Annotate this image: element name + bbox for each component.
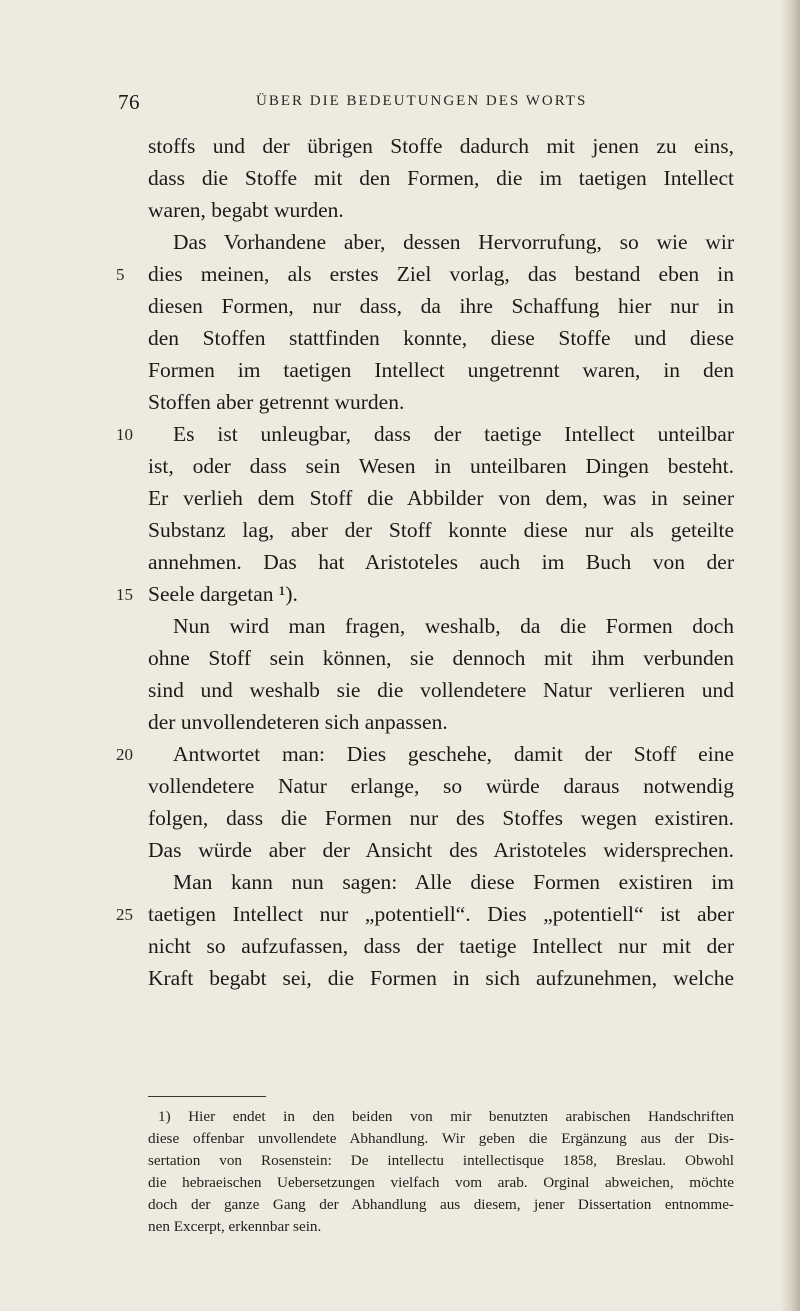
footnote-divider [148, 1096, 266, 1097]
page-number: 76 [118, 90, 140, 114]
text-line: dies meinen, als erstes Ziel vorlag, das bestand eben in [148, 262, 734, 286]
text-line: Kraft begabt sei, die Formen in sich aufzunehmen, welche [148, 966, 734, 990]
text-line: waren, begabt wurden. [148, 198, 344, 222]
page-edge-shadow [780, 0, 800, 1311]
page-header [118, 90, 732, 120]
text-line: Formen im taetigen Intellect ungetrennt waren, in den [148, 358, 734, 382]
text-line: stoffs und der übrigen Stoffe dadurch mit jenen zu eins, [148, 134, 734, 158]
footnote-line: sertation von Rosenstein: De intellectu intellectisque 1858, Breslau. Obwohl [148, 1152, 734, 1169]
text-line: ist, oder dass sein Wesen in unteilbaren Dingen besteht. [148, 454, 734, 478]
text-line: Es ist unleugbar, dass der taetige Intellect unteilbar [173, 422, 734, 446]
line-number: 10 [116, 425, 133, 444]
text-line: nicht so aufzufassen, dass der taetige Intellect nur mit der [148, 934, 734, 958]
running-head: ÜBER DIE BEDEUTUNGEN DES WORTS [256, 93, 588, 109]
line-number: 25 [116, 905, 133, 924]
text-line: Stoffen aber getrennt wurden. [148, 390, 405, 414]
text-line: Er verlieh dem Stoff die Abbilder von dem, was in seiner [148, 486, 734, 510]
text-line: den Stoffen stattfinden konnte, diese Stoffe und diese [148, 326, 734, 350]
text-line: sind und weshalb sie die vollendetere Natur verlieren und [148, 678, 734, 702]
text-line: Das Vorhandene aber, dessen Hervorrufung, so wie wir [173, 230, 734, 254]
footnote-line: doch der ganze Gang der Abhandlung aus diesem, jener Dissertation entnomme- [148, 1196, 734, 1213]
footnote-line: die hebraeischen Uebersetzungen vielfach vom arab. Orginal abweichen, möchte [148, 1174, 734, 1191]
text-line: diesen Formen, nur dass, da ihre Schaffung hier nur in [148, 294, 734, 318]
text-line: Antwortet man: Dies geschehe, damit der Stoff eine [173, 742, 734, 766]
text-line: Nun wird man fragen, weshalb, da die Formen doch [173, 614, 734, 638]
footnote-line: 1) Hier endet in den beiden von mir benutzten arabischen Handschriften [158, 1108, 734, 1125]
text-line: Das würde aber der Ansicht des Aristoteles widersprechen. [148, 838, 734, 862]
text-line: Seele dargetan ¹). [148, 582, 298, 606]
text-line: der unvollendeteren sich anpassen. [148, 710, 448, 734]
text-line: annehmen. Das hat Aristoteles auch im Buch von der [148, 550, 734, 574]
text-line: ohne Stoff sein können, sie dennoch mit ihm verbunden [148, 646, 734, 670]
text-line: taetigen Intellect nur „potentiell“. Dies „potentiell“ ist aber [148, 902, 734, 926]
text-line: Substanz lag, aber der Stoff konnte diese nur als geteilte [148, 518, 734, 542]
line-number: 15 [116, 585, 133, 604]
text-line: folgen, dass die Formen nur des Stoffes wegen existiren. [148, 806, 734, 830]
text-line: vollendetere Natur erlange, so würde daraus notwendig [148, 774, 734, 798]
line-number: 20 [116, 745, 133, 764]
text-line: dass die Stoffe mit den Formen, die im taetigen Intellect [148, 166, 734, 190]
text-line: Man kann nun sagen: Alle diese Formen existiren im [173, 870, 734, 894]
footnote-line: nen Excerpt, erkennbar sein. [148, 1218, 322, 1235]
line-number: 5 [116, 265, 125, 284]
footnote-line: diese offenbar unvollendete Abhandlung. Wir geben die Ergänzung aus der Dis- [148, 1130, 734, 1147]
